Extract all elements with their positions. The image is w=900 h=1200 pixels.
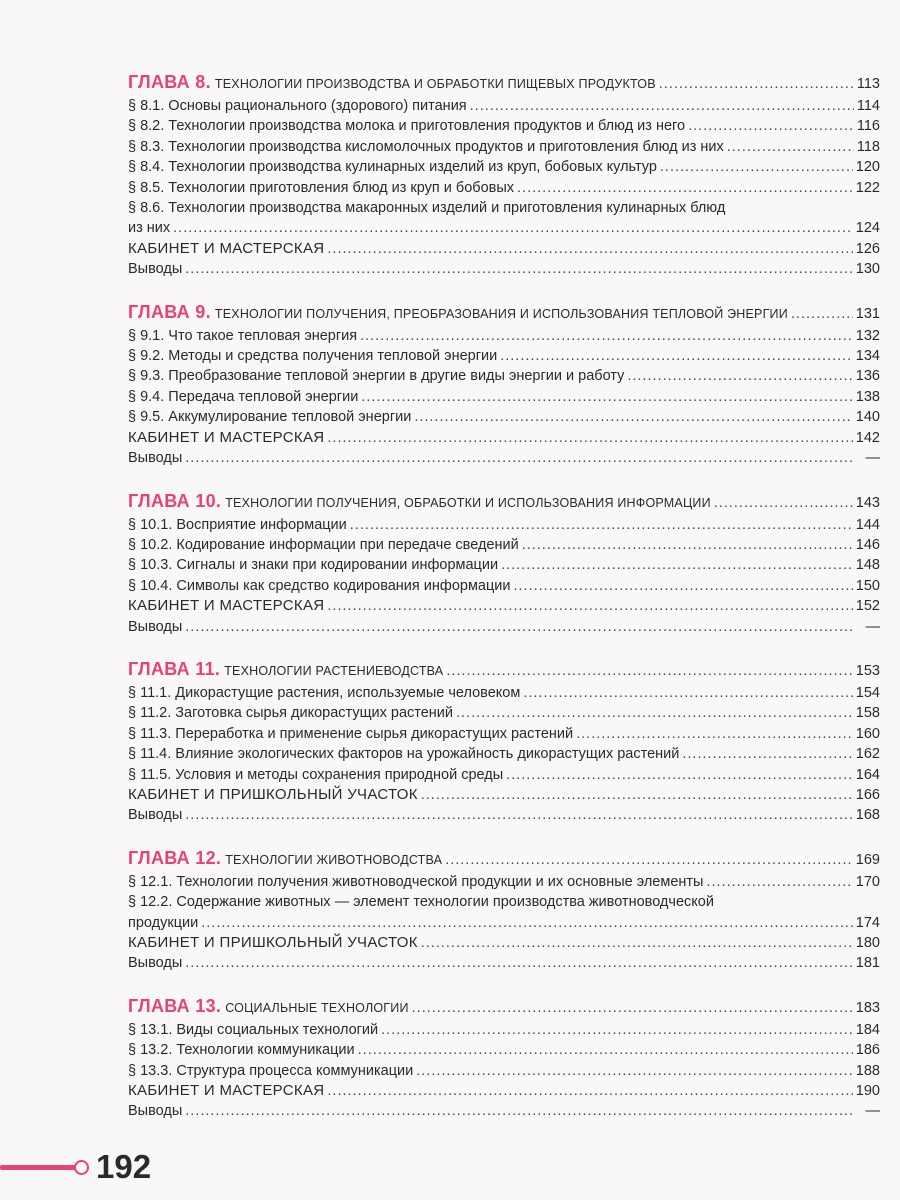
chapter-label: ГЛАВА 9. — [128, 301, 211, 322]
page-ref: 181 — [855, 955, 880, 972]
chapter-heading[interactable] — [128, 70, 880, 96]
toc-workshop-text: КАБИНЕТ И МАСТЕРСКАЯ — [128, 239, 325, 257]
dot-leader — [327, 239, 852, 259]
page-ref: 152 — [855, 598, 880, 615]
chapter-heading[interactable] — [128, 657, 880, 683]
toc-section[interactable] — [128, 137, 880, 157]
toc-workshop-text: КАБИНЕТ И МАСТЕРСКАЯ — [128, 597, 325, 615]
dot-leader — [514, 576, 853, 596]
page-ref: 144 — [855, 516, 880, 533]
toc-section[interactable] — [128, 576, 880, 596]
page-ref: 124 — [855, 220, 880, 237]
toc-conclusions[interactable] — [128, 1101, 880, 1121]
toc-conclusions[interactable] — [128, 259, 880, 279]
chapter-heading-text — [128, 300, 788, 326]
chapter-block — [128, 657, 880, 826]
chapter-heading-text — [128, 994, 409, 1020]
page-ref: 132 — [855, 327, 880, 344]
dot-leader — [185, 805, 853, 825]
dot-leader — [714, 491, 853, 515]
toc-conclusions-text: Выводы — [128, 450, 183, 467]
toc-workshop[interactable] — [128, 428, 880, 448]
chapter-block — [128, 300, 880, 469]
toc-section-text: § 10.1. Восприятие информации — [128, 516, 347, 533]
page-ref: 180 — [855, 935, 880, 951]
dot-leader — [659, 72, 854, 96]
toc-section-text: § 8.5. Технологии приготовления блюд из круп и бобовых — [128, 179, 515, 196]
chapter-heading[interactable] — [128, 994, 880, 1020]
dot-leader — [506, 765, 853, 785]
page-ref: 160 — [855, 725, 880, 742]
page-ref: 140 — [855, 409, 880, 426]
toc-section[interactable] — [128, 535, 880, 555]
toc-workshop[interactable] — [128, 785, 880, 805]
page-ref: — — [865, 618, 880, 635]
toc-section-text: § 11.2. Заготовка сырья дикорастущих растений — [128, 705, 454, 722]
page-ref: 162 — [855, 746, 880, 763]
page-ref: 136 — [855, 368, 880, 385]
toc-section[interactable] — [128, 366, 880, 386]
toc-workshop[interactable] — [128, 933, 880, 953]
chapter-title: ТЕХНОЛОГИИ ЖИВОТНОВОДСТВА — [225, 852, 443, 867]
toc-conclusions[interactable] — [128, 805, 880, 825]
chapter-block — [128, 846, 880, 974]
page-ref: 116 — [856, 118, 880, 135]
toc-section[interactable] — [128, 157, 880, 177]
footer-decor-bar — [0, 1165, 78, 1170]
toc-conclusions[interactable] — [128, 617, 880, 637]
page-ref: 148 — [855, 557, 880, 574]
chapter-block — [128, 489, 880, 637]
toc-section-text: § 11.5. Условия и методы сохранения природной среды — [128, 766, 504, 783]
dot-leader — [185, 617, 855, 637]
page-ref: 120 — [855, 159, 880, 176]
dot-leader — [456, 703, 853, 723]
toc-section[interactable] — [128, 515, 880, 535]
toc-section-text: § 11.1. Дикорастущие растения, используемые человеком — [128, 684, 521, 701]
dot-leader — [421, 933, 853, 953]
chapter-label: ГЛАВА 10. — [128, 490, 222, 511]
chapter-label: ГЛАВА 12. — [128, 847, 222, 868]
toc-workshop-text: КАБИНЕТ И ПРИШКОЛЬНЫЙ УЧАСТОК — [128, 785, 418, 803]
toc-workshop-text: КАБИНЕТ И МАСТЕРСКАЯ — [128, 428, 325, 446]
chapter-heading-text — [128, 846, 442, 872]
toc-section[interactable] — [128, 872, 880, 892]
chapter-heading[interactable] — [128, 846, 880, 872]
page-ref: 186 — [855, 1042, 880, 1059]
page-ref: 131 — [855, 305, 880, 322]
toc-section[interactable] — [128, 407, 880, 427]
page-ref: 150 — [855, 577, 880, 594]
toc-conclusions-text: Выводы — [128, 261, 183, 278]
page-ref: 166 — [855, 786, 880, 803]
dot-leader — [706, 872, 852, 892]
page-ref: 190 — [855, 1083, 880, 1100]
page-ref: 188 — [855, 1062, 880, 1079]
toc-section[interactable] — [128, 744, 880, 764]
page-ref: — — [865, 1103, 880, 1120]
chapter-heading[interactable] — [128, 300, 880, 326]
dot-leader — [327, 596, 852, 616]
page-ref: 146 — [855, 536, 880, 553]
dot-leader — [201, 913, 853, 933]
chapter-title: ТЕХНОЛОГИИ РАСТЕНИЕВОДСТВА — [224, 663, 444, 678]
page-ref: 183 — [855, 999, 880, 1016]
toc-section-text: § 11.4. Влияние экологических факторов на урожайность дикорастущих растений — [128, 746, 680, 763]
dot-leader — [185, 448, 855, 468]
page-ref: 168 — [855, 807, 880, 824]
dot-leader — [360, 326, 853, 346]
toc-section[interactable] — [128, 913, 880, 933]
page-ref: 158 — [855, 705, 880, 722]
page-ref: 138 — [855, 388, 880, 405]
dot-leader — [445, 848, 853, 872]
toc-section-text: § 8.4. Технологии производства кулинарных изделий из круп, бобовых культур — [128, 159, 657, 176]
page-ref: 134 — [855, 348, 880, 365]
toc-workshop[interactable] — [128, 596, 880, 616]
page-ref: 126 — [855, 240, 880, 257]
chapter-heading-text — [128, 657, 443, 683]
dot-leader — [327, 428, 852, 448]
dot-leader — [350, 515, 853, 535]
page-ref: 113 — [856, 76, 880, 92]
toc-section[interactable] — [128, 1061, 880, 1081]
chapter-title: СОЦИАЛЬНЫЕ ТЕХНОЛОГИИ — [225, 1000, 409, 1015]
page-ref: 143 — [855, 494, 880, 511]
dot-leader — [470, 96, 854, 116]
toc-conclusions[interactable] — [128, 448, 880, 468]
toc-section-line[interactable]: § 8.6. Технологии производства макаронных изделий и приготовления кулинарных блюд — [128, 200, 726, 217]
toc-section[interactable] — [128, 683, 880, 703]
dot-leader — [361, 387, 853, 407]
dot-leader — [791, 302, 853, 326]
dot-leader — [173, 218, 853, 238]
dot-leader — [688, 116, 854, 136]
page-ref: 164 — [855, 766, 880, 783]
toc-section[interactable] — [128, 1020, 880, 1040]
table-of-contents — [128, 70, 880, 1142]
footer-decor-ring — [74, 1160, 89, 1175]
toc-workshop-text: КАБИНЕТ И ПРИШКОЛЬНЫЙ УЧАСТОК — [128, 934, 418, 951]
toc-section-text: § 13.2. Технологии коммуникации — [128, 1042, 355, 1059]
toc-section-text: § 8.1. Основы рационального (здорового) питания — [128, 98, 467, 114]
dot-leader — [412, 996, 853, 1020]
toc-section-text: § 9.3. Преобразование тепловой энергии в другие виды энергии и работу — [128, 368, 625, 385]
page-ref: 174 — [855, 914, 880, 931]
chapter-heading[interactable] — [128, 489, 880, 515]
chapter-heading-text — [128, 489, 711, 515]
toc-section-text: § 12.1. Технологии получения животноводческой продукции и их основные элементы — [128, 873, 704, 890]
chapter-label: ГЛАВА 13. — [128, 995, 222, 1016]
toc-section-text: продукции — [128, 914, 199, 931]
page-ref: 153 — [855, 662, 880, 679]
dot-leader — [576, 724, 853, 744]
page-ref: 118 — [856, 138, 880, 155]
toc-section-text: § 11.3. Переработка и применение сырья дикорастущих растений — [128, 725, 574, 742]
toc-section[interactable] — [128, 178, 880, 198]
toc-section[interactable] — [128, 326, 880, 346]
toc-section[interactable] — [128, 96, 880, 116]
toc-section-text: § 10.2. Кодирование информации при передаче сведений — [128, 536, 519, 553]
toc-section[interactable] — [128, 116, 880, 136]
chapter-block — [128, 70, 880, 280]
toc-section[interactable] — [128, 724, 880, 744]
toc-section-text: § 9.2. Методы и средства получения тепловой энергии — [128, 348, 498, 365]
dot-leader — [517, 178, 853, 198]
toc-workshop[interactable] — [128, 1081, 880, 1101]
chapter-label: ГЛАВА 11. — [128, 658, 221, 679]
page-ref: 154 — [855, 684, 880, 701]
dot-leader — [523, 683, 852, 703]
dot-leader — [381, 1020, 853, 1040]
dot-leader — [682, 744, 852, 764]
page-ref: — — [865, 450, 880, 467]
dot-leader — [501, 555, 853, 575]
dot-leader — [446, 659, 852, 683]
toc-section[interactable] — [128, 218, 880, 238]
toc-section[interactable] — [128, 346, 880, 366]
chapter-heading-text — [128, 70, 656, 96]
toc-section-text: § 9.5. Аккумулирование тепловой энергии — [128, 409, 412, 426]
page-number: 192 — [96, 1148, 152, 1185]
page-footer — [0, 1146, 160, 1190]
chapter-title: ТЕХНОЛОГИИ ПОЛУЧЕНИЯ, ПРЕОБРАЗОВАНИЯ И ИСПОЛЬЗОВАНИЯ ТЕПЛОВОЙ ЭНЕРГИИ — [214, 306, 788, 321]
toc-section-text: § 9.1. Что такое тепловая энергия — [128, 327, 358, 344]
dot-leader — [660, 157, 853, 177]
page-ref: 170 — [855, 873, 880, 890]
dot-leader — [727, 137, 854, 157]
toc-section-text: § 10.3. Сигналы и знаки при кодировании информации — [128, 557, 499, 574]
toc-section[interactable] — [128, 765, 880, 785]
toc-workshop-text: КАБИНЕТ И МАСТЕРСКАЯ — [128, 1082, 325, 1100]
dot-leader — [627, 366, 852, 386]
page-ref: 142 — [855, 429, 880, 446]
page-ref: 184 — [855, 1021, 880, 1038]
page-ref: 130 — [855, 261, 880, 278]
dot-leader — [414, 407, 852, 427]
toc-section[interactable] — [128, 555, 880, 575]
dot-leader — [185, 1101, 855, 1121]
toc-section-text: из них — [128, 220, 171, 237]
toc-section[interactable] — [128, 387, 880, 407]
chapter-label: ГЛАВА 8. — [128, 72, 211, 92]
toc-section[interactable] — [128, 703, 880, 723]
dot-leader — [500, 346, 853, 366]
page-ref: 169 — [855, 851, 880, 868]
dot-leader — [327, 1081, 852, 1101]
chapter-title: ТЕХНОЛОГИИ ПРОИЗВОДСТВА И ОБРАБОТКИ ПИЩЕВЫХ ПРОДУКТОВ — [214, 77, 656, 91]
toc-conclusions-text: Выводы — [128, 955, 183, 972]
toc-section-text: § 8.3. Технологии производства кисломолочных продуктов и приготовления блюд из них — [128, 138, 724, 155]
chapter-title: ТЕХНОЛОГИИ ПОЛУЧЕНИЯ, ОБРАБОТКИ И ИСПОЛЬЗОВАНИЯ ИНФОРМАЦИИ — [225, 495, 711, 510]
toc-conclusions-text: Выводы — [128, 1103, 183, 1120]
toc-section-text: § 13.3. Структура процесса коммуникации — [128, 1062, 414, 1079]
toc-section-text: § 9.4. Передача тепловой энергии — [128, 388, 359, 405]
chapter-block — [128, 994, 880, 1122]
dot-leader — [421, 785, 853, 805]
toc-section[interactable] — [128, 1040, 880, 1060]
toc-workshop[interactable] — [128, 239, 880, 259]
dot-leader — [522, 535, 853, 555]
toc-section-line[interactable]: § 12.2. Содержание животных — элемент технологии производства животноводческой — [128, 894, 714, 911]
toc-section-text: § 8.2. Технологии производства молока и приготовления продуктов и блюд из него — [128, 118, 686, 135]
toc-conclusions-text: Выводы — [128, 807, 183, 824]
toc-conclusions-text: Выводы — [128, 618, 183, 635]
dot-leader — [358, 1040, 853, 1060]
dot-leader — [185, 259, 853, 279]
toc-section-text: § 10.4. Символы как средство кодирования информации — [128, 577, 511, 594]
toc-conclusions[interactable] — [128, 953, 880, 973]
toc-section-text: § 13.1. Виды социальных технологий — [128, 1021, 379, 1038]
page-ref: 114 — [856, 98, 880, 114]
page-ref: 122 — [855, 179, 880, 196]
dot-leader — [185, 953, 853, 973]
dot-leader — [416, 1061, 853, 1081]
